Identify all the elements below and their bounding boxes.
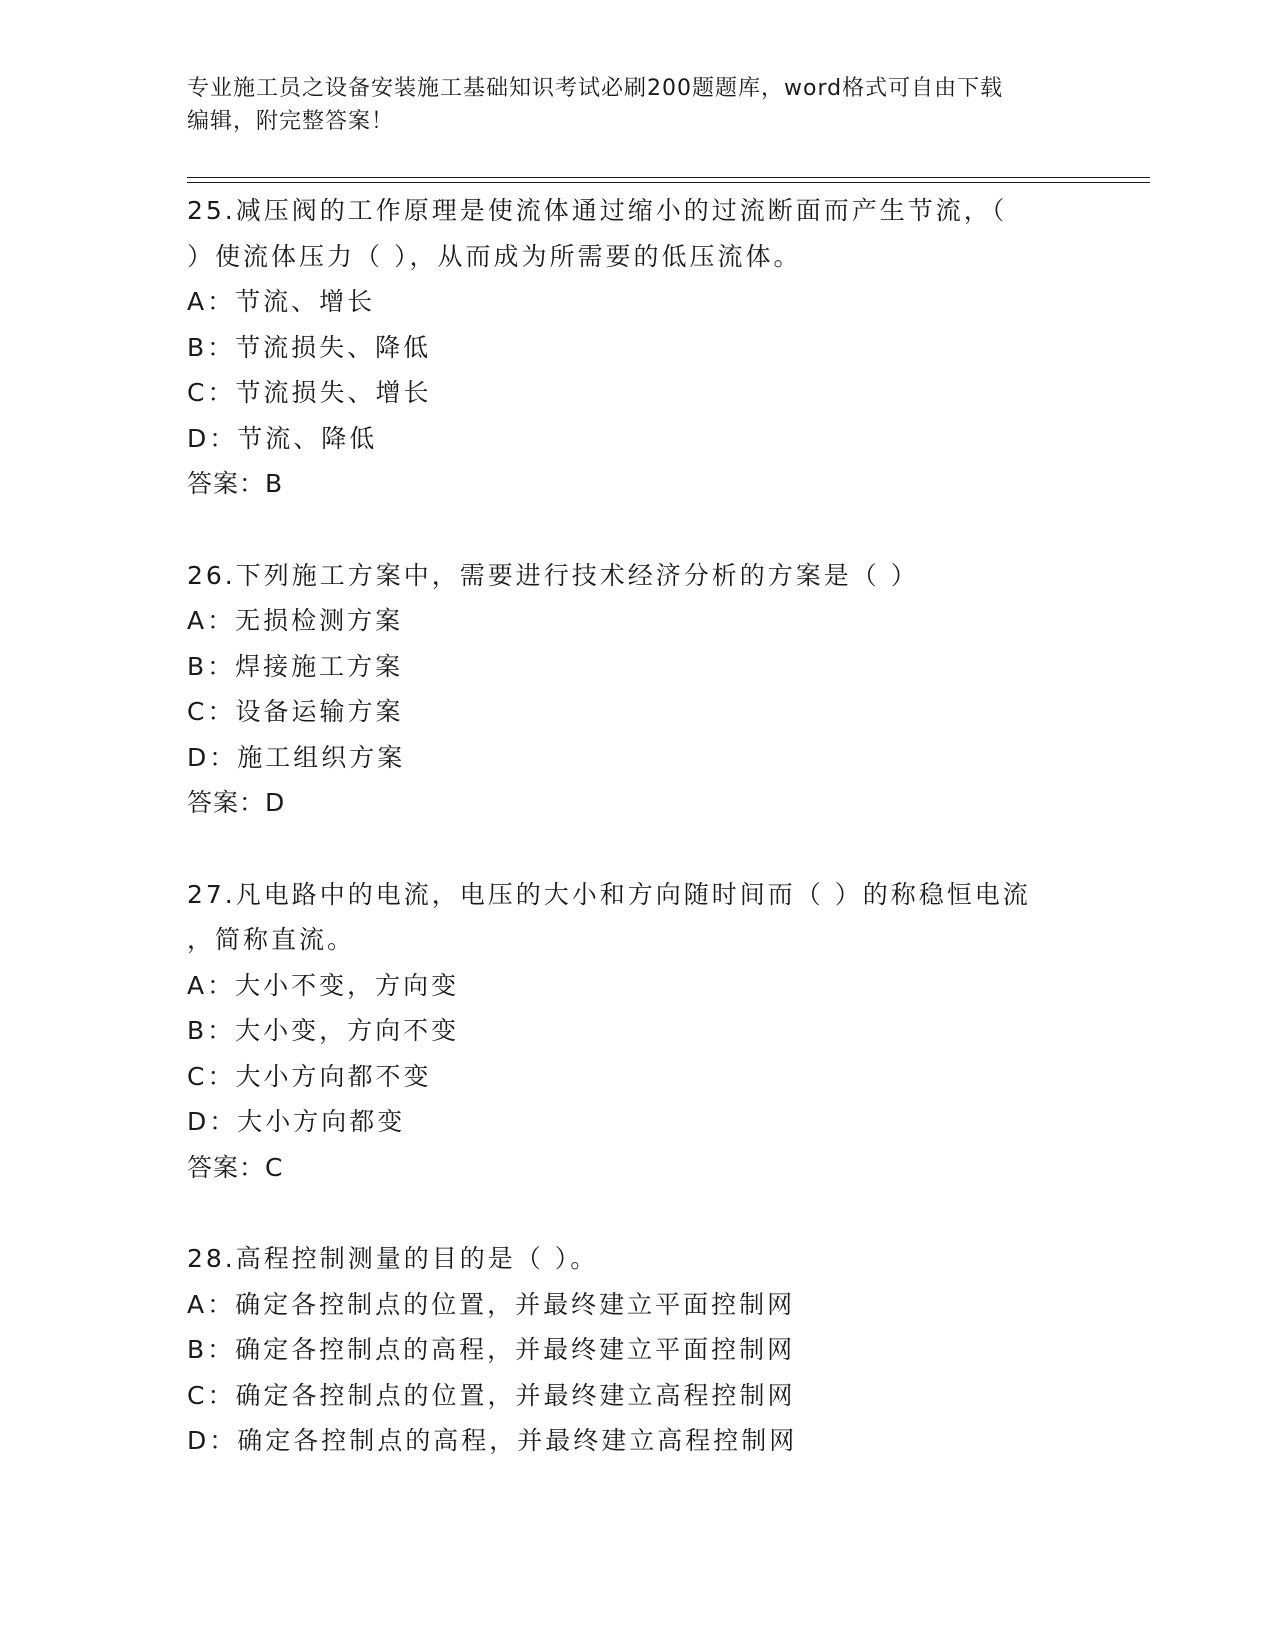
question-stem-line: 27.凡电路中的电流，电压的大小和方向随时间而（ ）的称稳恒电流 — [187, 879, 1031, 909]
question-stem-line: 28.高程控制测量的目的是（ ）。 — [187, 1244, 599, 1273]
option-d: D：施工组织方案 — [187, 742, 406, 772]
option-c: C：设备运输方案 — [187, 697, 404, 726]
option-b: B：焊接施工方案 — [187, 651, 404, 681]
header-divider-top — [187, 177, 1150, 178]
option-a: A：节流、增长 — [187, 287, 376, 316]
option-d: D：大小方向都变 — [187, 1107, 406, 1136]
option-d: D：确定各控制点的高程，并最终建立高程控制网 — [187, 1426, 798, 1455]
question-stem-line: ，简称直流。 — [187, 925, 356, 954]
option-a: A：确定各控制点的位置，并最终建立平面控制网 — [187, 1289, 796, 1319]
document-header — [187, 72, 1067, 138]
option-c: C：大小方向都不变 — [187, 1061, 432, 1091]
option-b: B：确定各控制点的高程，并最终建立平面控制网 — [187, 1335, 796, 1364]
option-a: A：大小不变，方向变 — [187, 970, 460, 1000]
option-d: D：节流、降低 — [187, 423, 378, 453]
header-line-2: 编辑，附完整答案！ — [187, 109, 395, 134]
option-c: C：确定各控制点的位置，并最终建立高程控制网 — [187, 1380, 796, 1410]
answer-label: 答案：B — [187, 469, 284, 498]
question-28 — [187, 1236, 1087, 1464]
question-stem-line: ）使流体压力（ ），从而成为所需要的低压流体。 — [187, 241, 802, 271]
question-25 — [187, 188, 1087, 507]
answer-label: 答案：D — [187, 788, 286, 817]
question-26 — [187, 553, 1087, 826]
option-a: A：无损检测方案 — [187, 606, 404, 635]
question-27 — [187, 872, 1087, 1191]
question-list — [187, 188, 1087, 1510]
option-c: C：节流损失、增长 — [187, 378, 432, 407]
option-b: B：节流损失、降低 — [187, 332, 432, 362]
option-b: B：大小变，方向不变 — [187, 1016, 460, 1045]
question-stem-line: 26.下列施工方案中，需要进行技术经济分析的方案是（ ） — [187, 560, 919, 590]
question-stem-line: 25.减压阀的工作原理是使流体通过缩小的过流断面而产生节流，（ — [187, 196, 1008, 225]
header-divider-bottom — [187, 182, 1150, 183]
header-line-1: 专业施工员之设备安装施工基础知识考试必刷200题题库，word格式可自由下载 — [187, 76, 1004, 101]
answer-label: 答案：C — [187, 1152, 284, 1182]
